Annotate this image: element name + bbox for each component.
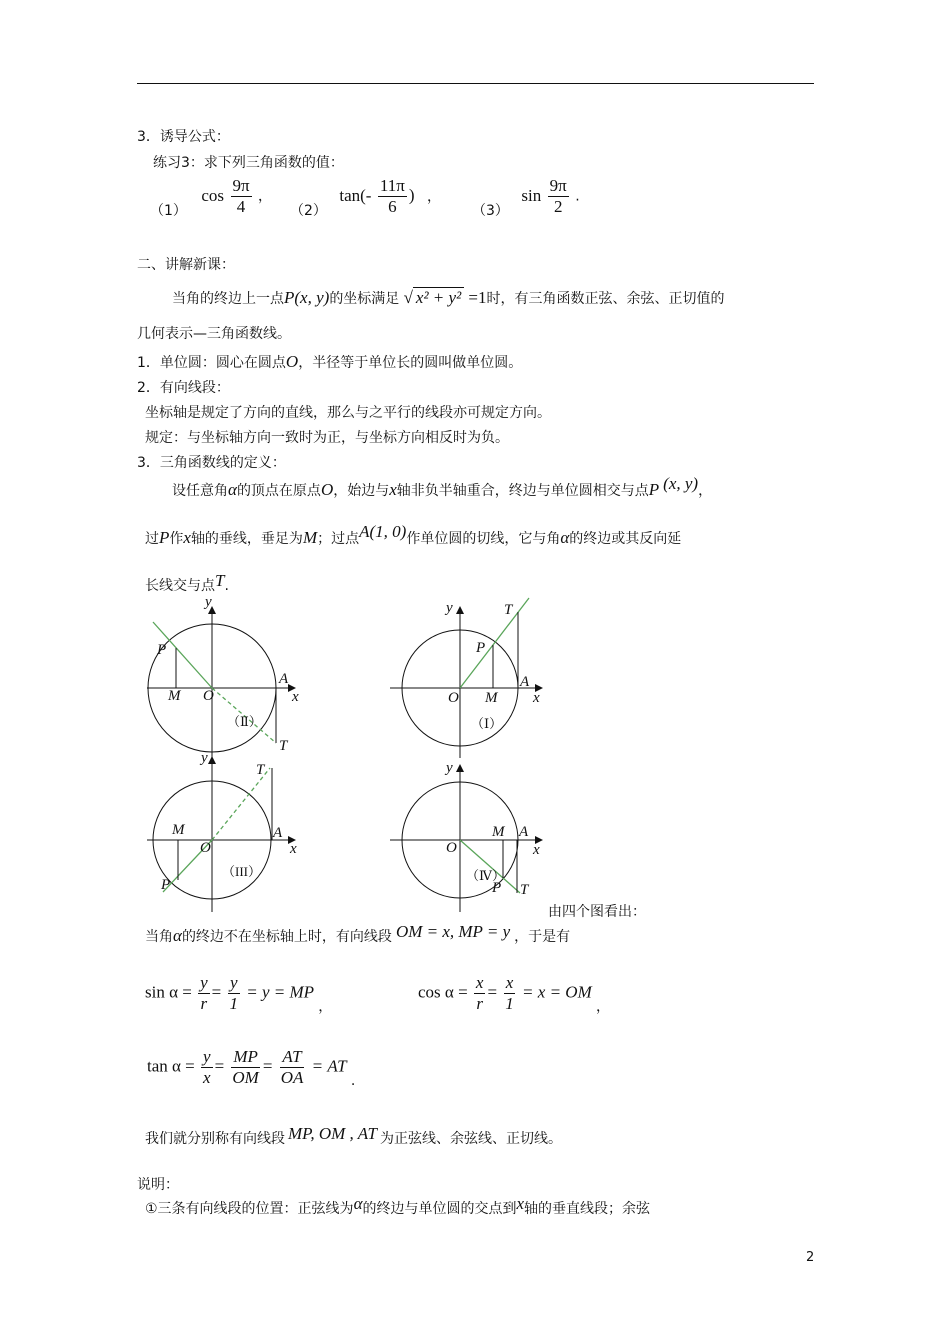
cos-formula: cos α = $\frac{x}{r}$ = $\frac{x}{1}$ = x = OM $_,$ [418,973,610,1016]
label-a: A [273,825,283,841]
item-2-text-b: 规定：与坐标轴方向一致时为正，与坐标方向相反时为负。 [145,430,509,446]
label-quadrant: （Ⅳ） [466,868,505,883]
label-a: A [519,824,529,840]
terminal-side [460,840,520,893]
figure-quadrant-3 [147,750,297,912]
point-p: P(x, y) [284,288,330,307]
label-quadrant: （Ⅱ） [227,714,262,729]
label-x: x [533,690,540,706]
sin-formula: sin α = $\frac{y}{r}$ = $\frac{y}{1}$ = y = MP $_,$ [145,973,333,1016]
note-title: 说明： [137,1177,179,1193]
label-t: T [256,762,265,778]
function-name: sin [521,185,542,205]
when-line: 当角α的终边不在坐标轴上时，有向线段 OM = x, MP = y ，于是有 [145,922,571,945]
extension-dashed [212,768,270,840]
item-1: 1．单位圆：圆心在圆点O，半径等于单位长的圆叫做单位圆。 [137,352,523,371]
fraction: $\frac{9\pi}{2}$ [549,176,567,216]
page-number: 2 [806,1250,815,1265]
definition-line-3: 长线交与点T. [145,571,229,594]
label-a: A [520,674,530,690]
separator: ， [427,188,441,205]
close-paren: ) [408,185,415,205]
label-t: T [520,882,529,898]
label-y: y [201,750,208,766]
label-y: y [446,600,453,616]
separator: ， [258,188,273,205]
label-o: O [448,690,459,706]
label-t: T [504,602,513,618]
intro-line-2: 几何表示—三角函数线。 [137,326,291,342]
sqrt-expression: √ x² + y² [399,287,464,307]
label-o: O [200,840,211,856]
label-p: P [492,880,502,896]
function-name: tan(- [339,185,372,205]
label-p: P [476,640,486,656]
exercise-index: （2） [290,202,327,219]
y-arrow-icon [456,764,464,772]
exercise-index: （1） [150,202,187,219]
tan-formula: tan α = $\frac{y}{x}$ = $\frac{MP}{OM}$ = $\frac{AT}{OA}$ = AT $_.$ [147,1047,356,1090]
label-m: M [168,688,181,704]
label-o: O [203,688,214,704]
label-m: M [492,824,505,840]
label-m: M [485,690,498,706]
note-1: ①三条有向线段的位置：正弦线为α的终边与单位圆的交点到x轴的垂直线段；余弦 [145,1194,651,1217]
y-arrow-icon [456,606,464,614]
intro-line: 当角的终边上一点P(x, y)的坐标满足 √ x² + y² =1时，有三角函数正弦、余弦、正切值的 [172,288,725,307]
separator: . [575,188,580,205]
figure-quadrant-1 [390,598,543,758]
fraction: $\frac{11\pi}{6}$ [379,176,405,216]
figure-quadrant-4 [390,760,543,912]
label-o: O [446,840,457,856]
item-2-text-a: 坐标轴是规定了方向的直线，那么与之平行的线段亦可规定方向。 [145,405,551,421]
exercise-index: （3） [472,202,509,219]
exercise-title: 练习3：求下列三角函数的值： [153,155,344,171]
part-2-title: 二、讲解新课： [137,257,235,273]
label-t: T [279,738,288,754]
label-y: y [446,760,453,776]
fraction: $\frac{9\pi}{4}$ [232,176,250,216]
label-x: x [292,689,299,705]
terminal-side [460,598,529,688]
item-3: 3．三角函数线的定义： [137,455,286,471]
item-2: 2．有向线段： [137,380,230,396]
definition-line-1: 设任意角α的顶点在原点O，始边与x轴非负半轴重合，终边与单位圆相交与点P (x, y)， [172,474,713,499]
names-line: 我们就分别称有向线段 MP, OM , AT 为正弦线、余弦线、正切线。 [145,1124,562,1147]
from-figures-text: 由四个图看出： [548,904,646,920]
label-quadrant: （III） [222,864,261,879]
y-arrow-icon [208,756,216,764]
label-y: y [205,594,212,610]
label-a: A [279,671,289,687]
label-p: P [157,642,167,658]
figure-quadrant-2 [147,594,299,758]
section-3-title: 3．诱导公式： [137,129,230,145]
definition-line-2: 过P作x轴的垂线，垂足为M；过点A(1, 0)作单位圆的切线，它与角α的终边或其反向延 [145,522,682,547]
label-x: x [290,841,297,857]
label-m: M [172,822,185,838]
function-name: cos [201,185,225,205]
label-quadrant: （Ⅰ） [471,716,503,731]
label-x: x [533,842,540,858]
label-p: P [161,877,171,893]
